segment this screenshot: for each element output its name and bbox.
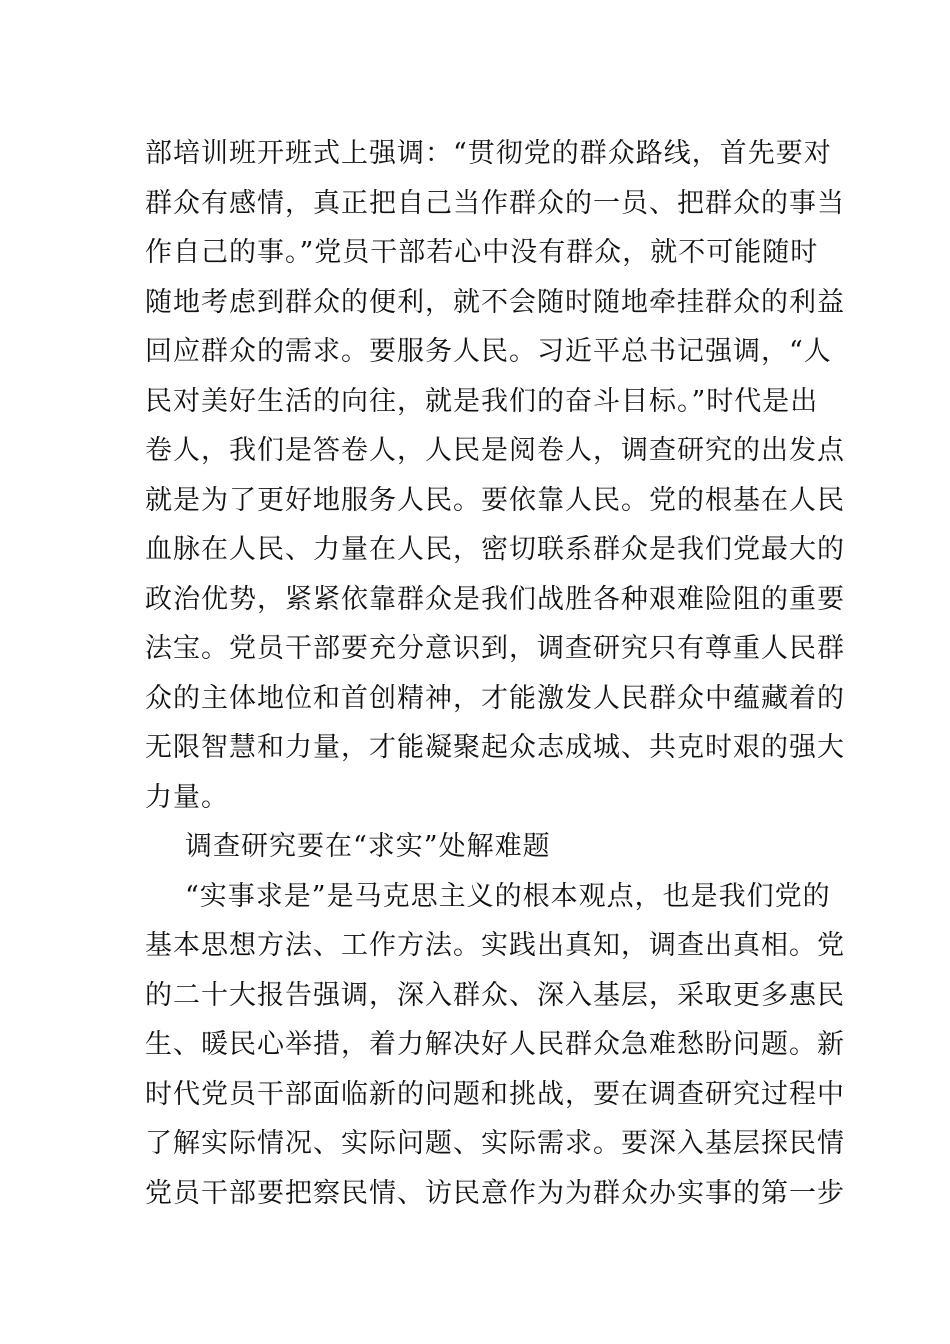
text-line: 无限智慧和力量，才能凝聚起众志成城、共克时艰的强大: [145, 732, 845, 763]
text-line: 时代党员干部面临新的问题和挑战，要在调查研究过程中: [145, 1078, 845, 1110]
text-line: 民对美好生活的向往，就是我们的奋斗目标。”时代是出: [145, 385, 819, 417]
text-line: 随地考虑到群众的便利，就不会随时随地牵挂群众的利益: [145, 286, 845, 318]
text-line: 众的主体地位和首创精神，才能激发人民群众中蕴藏着的: [145, 682, 845, 714]
text-line: 力量。: [145, 781, 229, 813]
text-line: 生、暖民心举措，着力解决好人民群众急难愁盼问题。新: [145, 1029, 845, 1060]
section-heading: 调查研究要在“求实”处解难题: [185, 831, 551, 862]
text-line: 群众有感情，真正把自己当作群众的一员、把群众的事当: [145, 187, 845, 219]
text-line: 的二十大报告强调，深入群众、深入基层，采取更多惠民: [145, 979, 845, 1011]
text-line: 了解实际情况、实际问题、实际需求。要深入基层探民情: [145, 1128, 845, 1159]
text-line: 回应群众的需求。要服务人民。习近平总书记强调，“人: [145, 336, 832, 367]
text-line: 就是为了更好地服务人民。要依靠人民。党的根基在人民: [145, 484, 845, 516]
text-line: 党员干部要把察民情、访民意作为为群众办实事的第一步: [145, 1177, 845, 1209]
text-line: 法宝。党员干部要充分意识到，调查研究只有尊重人民群: [145, 633, 845, 664]
body-text: [145, 129, 845, 1218]
text-line: “实事求是”是马克思主义的根本观点，也是我们党的: [185, 880, 831, 912]
text-line: 政治优势，紧紧依靠群众是我们战胜各种艰难险阻的重要: [145, 583, 845, 615]
text-line: 作自己的事。”党员干部若心中没有群众，就不可能随时: [145, 237, 819, 268]
text-line: 基本思想方法、工作方法。实践出真知，调查出真相。党: [145, 930, 845, 961]
text-line: 卷人，我们是答卷人，人民是阅卷人，调查研究的出发点: [145, 435, 845, 466]
text-line: 部培训班开班式上强调：“贯彻党的群众路线，首先要对: [145, 138, 832, 169]
text-line: 血脉在人民、力量在人民，密切联系群众是我们党最大的: [145, 534, 845, 565]
